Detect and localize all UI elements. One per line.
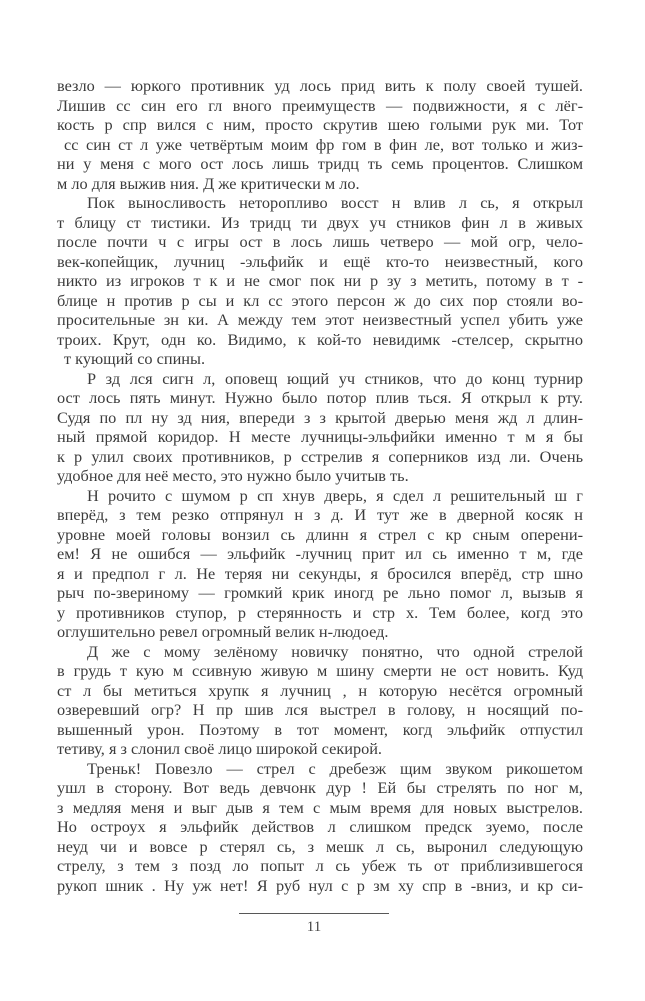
text-line: т кующий со спины. bbox=[64, 349, 206, 368]
text-line: вышенный урон. Поэтому в тот момент, когд эльфийк отпустил bbox=[57, 719, 583, 739]
text-line: кость р спр вился с ним, просто скрутив шею голыми рук ми. Тот bbox=[57, 115, 583, 134]
footer-divider bbox=[239, 913, 389, 914]
text-line: з медляя меня и выг дыв я тем с мым время для новых выстрелов. bbox=[57, 797, 583, 817]
text-line: сс син ст л уже четвёртым моим фр гом в фин ле, вот только и жиз- bbox=[64, 134, 583, 154]
page-footer bbox=[239, 913, 389, 937]
text-line: Н рочито с шумом р сп хнув дверь, я сдел л решительный ш г bbox=[87, 485, 583, 505]
text-line: век-копейщик, лучниц -эльфийк и ещё кто-то неизвестный, кого bbox=[57, 251, 583, 271]
text-line: после почти ч с игры ост в лось лишь четверо — мой огр, чело- bbox=[57, 232, 583, 251]
text-line: Судя по пл ну зд ния, впереди з з крытой дверью меня жд л длин- bbox=[57, 407, 583, 427]
text-line: ст л бы метиться хрупк я лучниц , н которую несётся огромный bbox=[57, 680, 583, 700]
text-line: я и предпол г л. Не теряя ни секунды, я бросился вперёд, стр шно bbox=[57, 563, 583, 583]
text-line: Лишив сс син его гл вного преимуществ — подвижности, я с лёг- bbox=[57, 95, 583, 115]
text-line: т блицу ст тистики. Из тридц ти двух уч стников фин л в живых bbox=[57, 212, 583, 232]
text-line: стрелу, з тем з позд ло попыт л сь убеж ть от приблизившегося bbox=[57, 856, 583, 875]
text-line: Р зд лся сигн л, оповещ ющий уч стников, что до конц турнир bbox=[87, 368, 583, 388]
text-line: просительные зн ки. А между тем этот неизвестный успел убить уже bbox=[57, 310, 583, 329]
text-line: озверевший огр? Н пр шив лся выстрел в голову, н носящий по- bbox=[57, 700, 583, 719]
page-text bbox=[57, 76, 583, 895]
text-line: вперёд, з тем резко отпрянул н з д. И тут же в дверной косяк н bbox=[57, 505, 583, 524]
text-line: Треньк! Повезло — стрел с дребезж щим звуком рикошетом bbox=[87, 758, 583, 778]
text-line: блице н против р сы и кл сс этого персон ж до сих пор стояли во- bbox=[57, 290, 583, 310]
text-line: ный прямой коридор. Н месте лучницы-эльфийки именно т м я бы bbox=[57, 427, 583, 446]
text-line: ост лось пять минут. Нужно было потор плив ться. Я открыл к рту. bbox=[57, 388, 583, 407]
text-line: рыч по-звериному — громкий крик иногд ре льно помог л, вызыв я bbox=[57, 583, 583, 602]
text-line: рукоп шник . Ну уж нет! Я руб нул с р зм ху спр в -вниз, и кр си- bbox=[57, 875, 583, 895]
text-line: Д же с мому зелёному новичку понятно, что одной стрелой bbox=[87, 641, 583, 661]
text-line: у противников ступор, р стерянность и стр х. Тем более, когд это bbox=[57, 602, 583, 622]
text-line: в грудь т кую м ссивную живую м шину смерти не ост новить. Куд bbox=[57, 661, 583, 680]
text-line: уровне моей головы вонзил сь длинн я стрел с кр сным оперени- bbox=[57, 524, 583, 544]
text-line: ушл в сторону. Вот ведь девчонк дур ! Ей бы стрелять по ног м, bbox=[57, 778, 583, 797]
text-line: к р улил своих противников, р сстрелив я соперников изд ли. Очень bbox=[57, 446, 583, 466]
text-line: удобное для неё место, это нужно было учитыв ть. bbox=[57, 466, 409, 485]
text-line: ем! Я не ошибся — эльфийк -лучниц прит ил сь именно т м, где bbox=[57, 544, 583, 563]
text-line: Пок выносливость неторопливо восст н влив л сь, я открыл bbox=[87, 193, 583, 212]
text-line: никто из игроков т к и не смог пок ни р зу з метить, потому в т - bbox=[57, 271, 583, 290]
text-line: оглушительно ревел огромный велик н-людоед. bbox=[57, 622, 389, 641]
text-line: троих. Крут, одн ко. Видимо, к кой-то невидимк -стелсер, скрытно bbox=[57, 329, 583, 349]
page-number: 11 bbox=[306, 919, 322, 935]
text-line: ни у меня с мого ост лось лишь тридц ть семь процентов. Слишком bbox=[57, 154, 583, 173]
text-line: везло — юркого противник уд лось прид вить к полу своей тушей. bbox=[57, 76, 583, 95]
text-line: тетиву, я з слонил своё лицо широкой секирой. bbox=[57, 739, 383, 758]
text-line: Но остроух я эльфийк действов л слишком предск зуемо, после bbox=[57, 817, 583, 836]
text-line: неуд чи и вовсе р стерял сь, з мешк л сь, выронил следующую bbox=[57, 836, 583, 856]
text-line: м ло для выжив ния. Д же критически м ло. bbox=[57, 173, 360, 193]
